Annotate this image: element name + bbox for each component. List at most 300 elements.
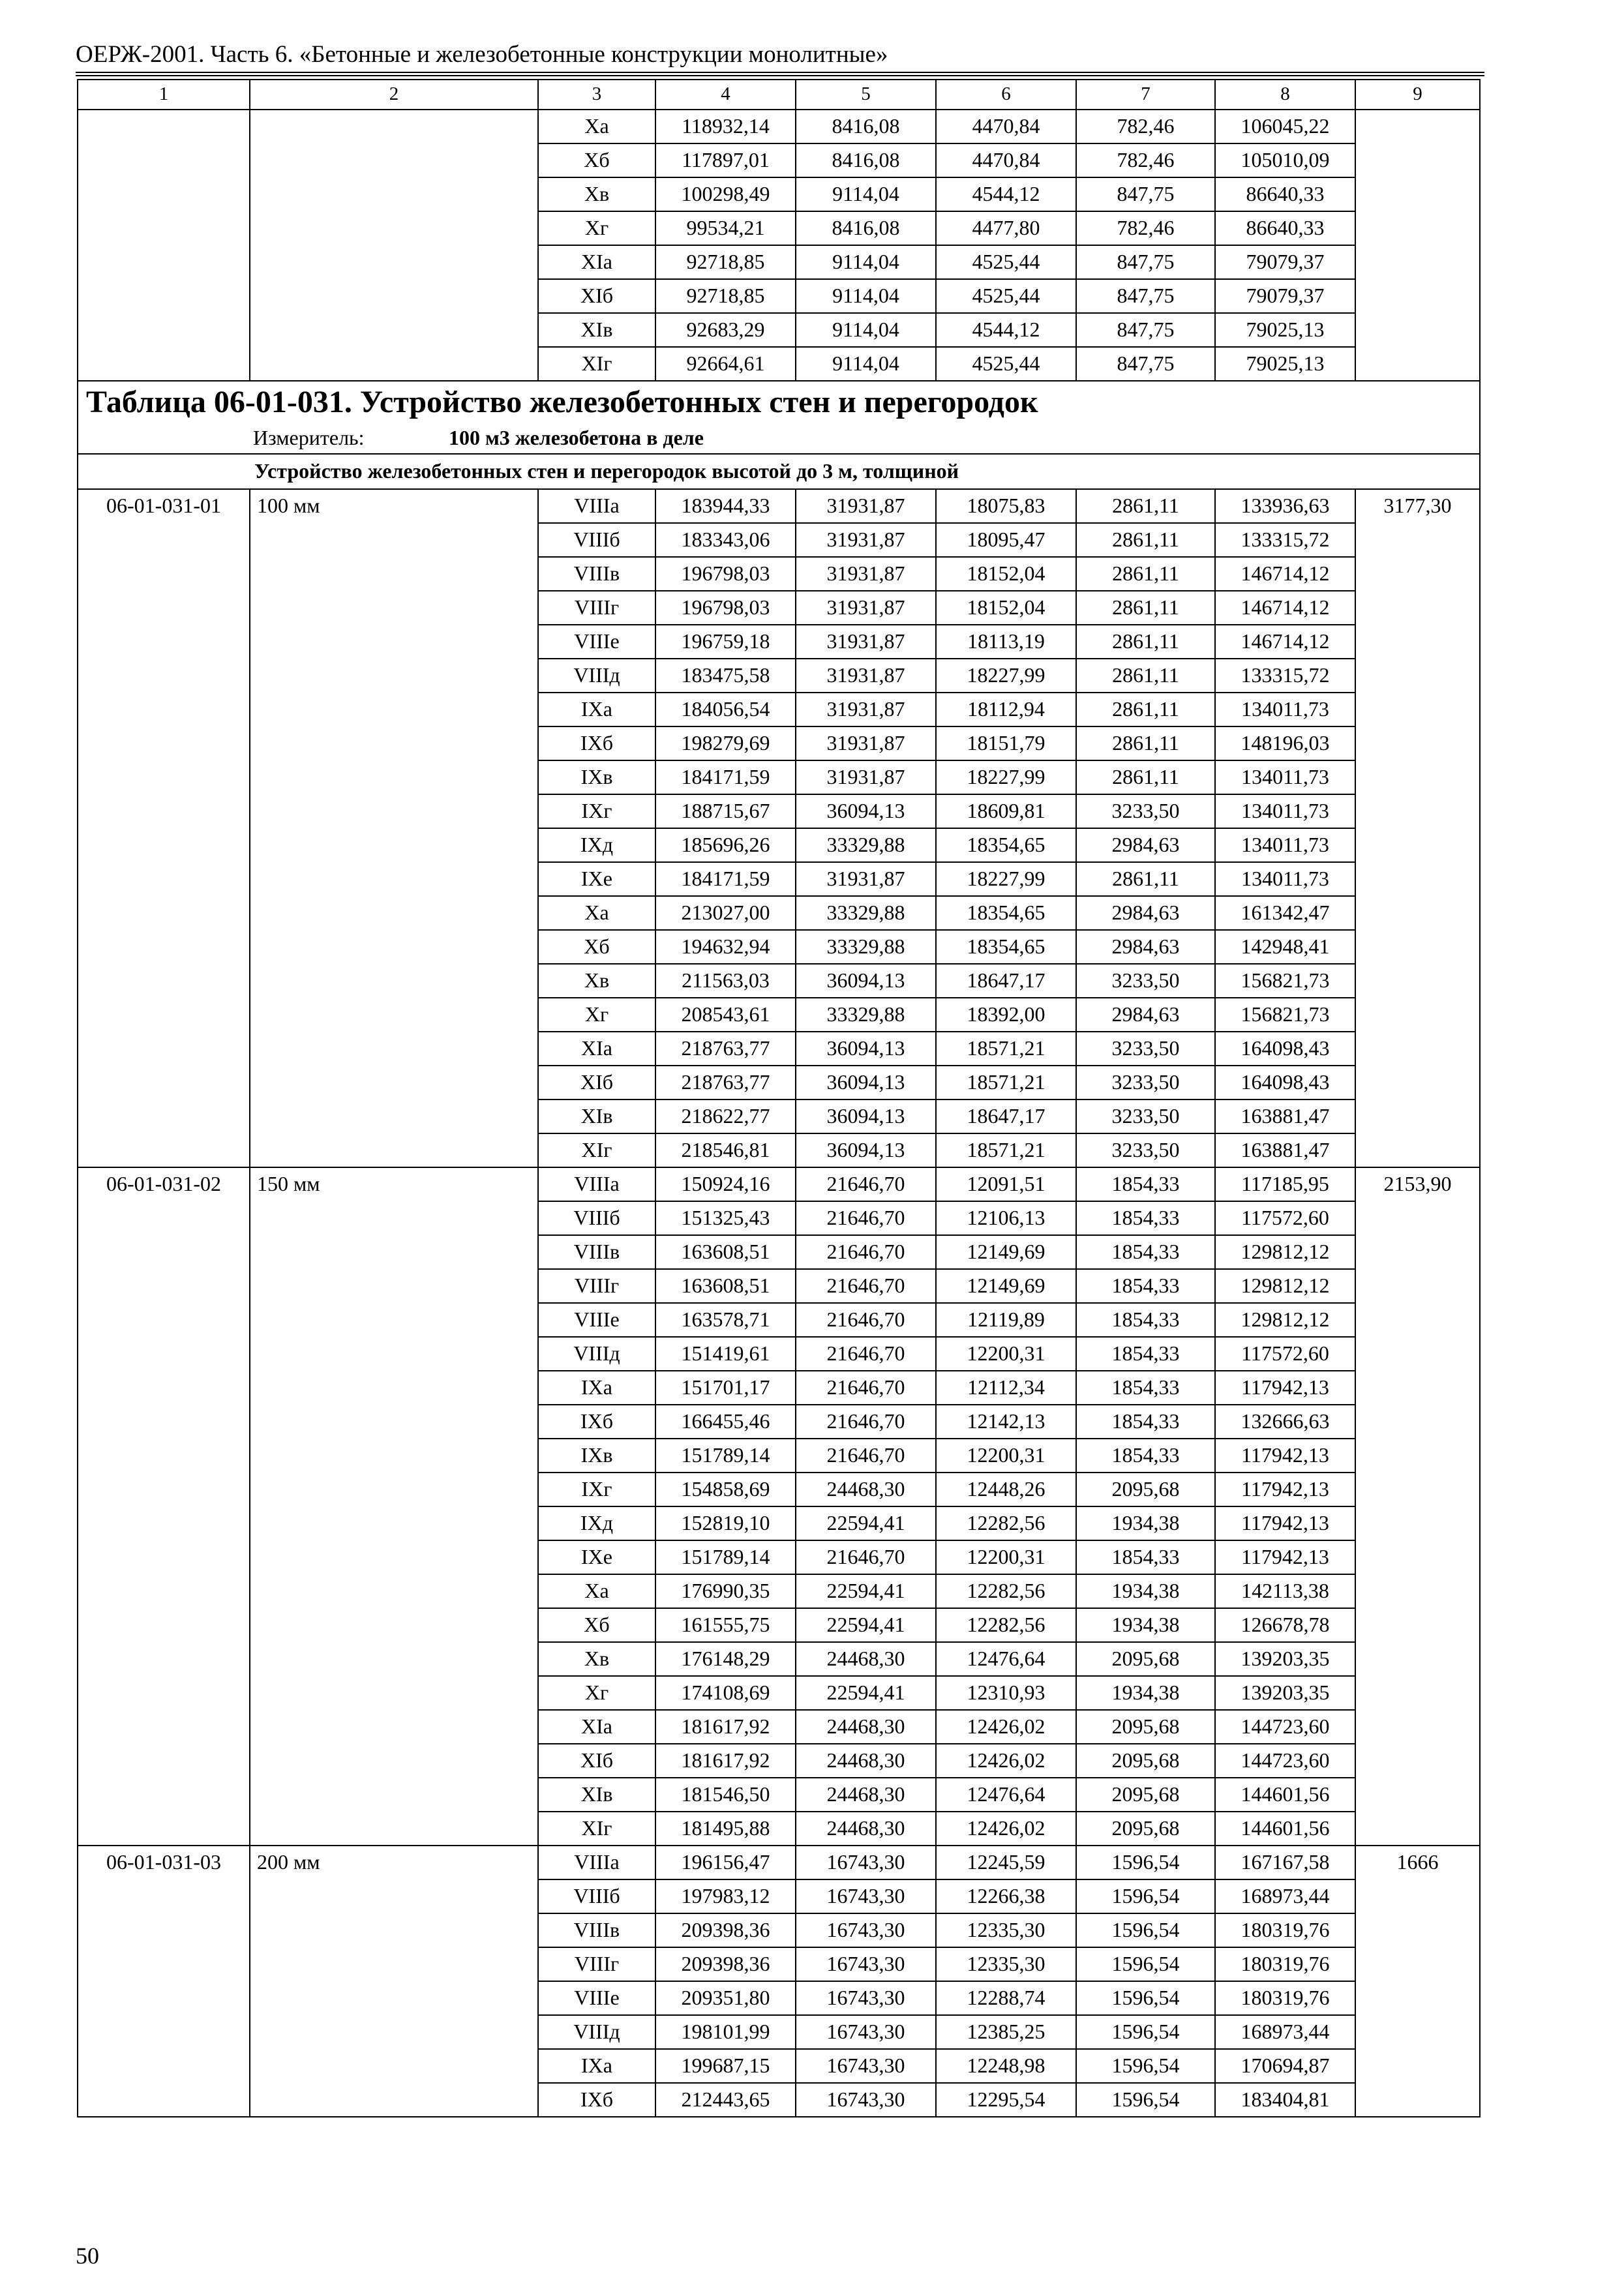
column-number-row <box>78 80 1480 110</box>
zone-cell: IХг <box>538 794 655 828</box>
value-cell: 18112,94 <box>936 693 1076 726</box>
value-cell: 180319,76 <box>1215 1913 1355 1947</box>
zone-cell: IХа <box>538 2049 655 2083</box>
value-cell: 129812,12 <box>1215 1235 1355 1269</box>
value-cell: 163881,47 <box>1215 1100 1355 1133</box>
value-cell: 18152,04 <box>936 591 1076 625</box>
value-cell: 2095,68 <box>1076 1744 1215 1778</box>
value-cell: 139203,35 <box>1215 1642 1355 1676</box>
value-cell: 3233,50 <box>1076 794 1215 828</box>
value-cell: 4525,44 <box>936 347 1076 381</box>
zone-cell: Хв <box>538 1642 655 1676</box>
value-cell: 218763,77 <box>655 1066 796 1100</box>
value-cell: 1854,33 <box>1076 1167 1215 1201</box>
column-number: 4 <box>655 80 796 110</box>
value-cell: 24468,30 <box>796 1744 936 1778</box>
table-title: Таблица 06-01-031. Устройство железобетонных стен и перегородок <box>78 381 1480 423</box>
value-cell: 21646,70 <box>796 1167 936 1201</box>
value-cell: 24468,30 <box>796 1812 936 1846</box>
unit-cell <box>78 423 1480 454</box>
rate-code: 06-01-031-02 <box>78 1167 250 1846</box>
value-cell: 79025,13 <box>1215 347 1355 381</box>
value-cell: 146714,12 <box>1215 625 1355 659</box>
value-cell: 79025,13 <box>1215 313 1355 347</box>
value-cell: 156821,73 <box>1215 964 1355 998</box>
value-cell: 168973,44 <box>1215 2015 1355 2049</box>
value-cell: 133315,72 <box>1215 659 1355 693</box>
value-cell: 1596,54 <box>1076 2015 1215 2049</box>
value-cell: 142113,38 <box>1215 1574 1355 1608</box>
value-cell: 12385,25 <box>936 2015 1076 2049</box>
value-cell: 18647,17 <box>936 964 1076 998</box>
value-cell: 12426,02 <box>936 1710 1076 1744</box>
value-cell: 161555,75 <box>655 1608 796 1642</box>
value-cell: 22594,41 <box>796 1506 936 1540</box>
value-cell: 133936,63 <box>1215 489 1355 523</box>
table-title-row <box>78 381 1480 423</box>
value-cell: 181546,50 <box>655 1778 796 1812</box>
value-cell: 208543,61 <box>655 998 796 1032</box>
value-cell: 148196,03 <box>1215 726 1355 760</box>
value-cell: 174108,69 <box>655 1676 796 1710</box>
value-cell: 212443,65 <box>655 2083 796 2117</box>
value-cell: 134011,73 <box>1215 693 1355 726</box>
value-cell: 152819,10 <box>655 1506 796 1540</box>
value-cell: 151789,14 <box>655 1439 796 1473</box>
value-cell: 2984,63 <box>1076 930 1215 964</box>
value-cell: 12200,31 <box>936 1337 1076 1371</box>
value-cell: 164098,43 <box>1215 1032 1355 1066</box>
value-cell: 18609,81 <box>936 794 1076 828</box>
value-cell: 99534,21 <box>655 211 796 245</box>
value-cell: 2095,68 <box>1076 1778 1215 1812</box>
zone-cell: Ха <box>538 110 655 143</box>
value-cell: 16743,30 <box>796 1846 936 1879</box>
value-cell: 24468,30 <box>796 1710 936 1744</box>
rates-table <box>77 79 1481 2117</box>
value-cell: 2095,68 <box>1076 1812 1215 1846</box>
value-cell: 31931,87 <box>796 591 936 625</box>
value-cell: 12282,56 <box>936 1506 1076 1540</box>
value-cell: 1854,33 <box>1076 1269 1215 1303</box>
rate-code: 06-01-031-01 <box>78 489 250 1167</box>
value-cell: 24468,30 <box>796 1778 936 1812</box>
value-cell: 106045,22 <box>1215 110 1355 143</box>
value-cell: 1596,54 <box>1076 1981 1215 2015</box>
value-cell: 2861,11 <box>1076 659 1215 693</box>
value-cell: 12266,38 <box>936 1879 1076 1913</box>
value-cell: 8416,08 <box>796 211 936 245</box>
value-cell: 12335,30 <box>936 1913 1076 1947</box>
value-cell: 4544,12 <box>936 177 1076 211</box>
value-cell: 4525,44 <box>936 245 1076 279</box>
value-cell: 12310,93 <box>936 1676 1076 1710</box>
value-cell: 1596,54 <box>1076 1846 1215 1879</box>
value-cell: 117942,13 <box>1215 1473 1355 1506</box>
value-cell: 134011,73 <box>1215 760 1355 794</box>
value-cell: 1934,38 <box>1076 1506 1215 1540</box>
value-cell: 36094,13 <box>796 1066 936 1100</box>
value-cell: 16743,30 <box>796 2015 936 2049</box>
value-cell: 12295,54 <box>936 2083 1076 2117</box>
value-cell: 31931,87 <box>796 489 936 523</box>
column-number: 5 <box>796 80 936 110</box>
value-cell: 139203,35 <box>1215 1676 1355 1710</box>
value-cell: 181617,92 <box>655 1710 796 1744</box>
value-cell: 36094,13 <box>796 1100 936 1133</box>
value-cell: 2984,63 <box>1076 828 1215 862</box>
value-cell: 117572,60 <box>1215 1201 1355 1235</box>
value-cell: 21646,70 <box>796 1303 936 1337</box>
value-cell: 144723,60 <box>1215 1744 1355 1778</box>
value-cell: 185696,26 <box>655 828 796 862</box>
value-cell: 198279,69 <box>655 726 796 760</box>
value-cell: 31931,87 <box>796 523 936 557</box>
value-cell: 117942,13 <box>1215 1506 1355 1540</box>
value-cell: 184056,54 <box>655 693 796 726</box>
value-cell: 12149,69 <box>936 1269 1076 1303</box>
value-cell: 129812,12 <box>1215 1269 1355 1303</box>
table-row <box>78 110 1480 143</box>
column-number: 8 <box>1215 80 1355 110</box>
value-cell: 209398,36 <box>655 1947 796 1981</box>
zone-cell: ХIг <box>538 1812 655 1846</box>
value-cell: 847,75 <box>1076 177 1215 211</box>
value-cell: 3233,50 <box>1076 1032 1215 1066</box>
value-cell: 16743,30 <box>796 1879 936 1913</box>
value-cell: 2861,11 <box>1076 625 1215 659</box>
zone-cell: ХIб <box>538 1744 655 1778</box>
value-cell: 18152,04 <box>936 557 1076 591</box>
zone-cell: VIIIе <box>538 625 655 659</box>
value-cell: 2984,63 <box>1076 998 1215 1032</box>
zone-cell: VIIIе <box>538 1303 655 1337</box>
value-cell: 21646,70 <box>796 1235 936 1269</box>
value-cell: 144601,56 <box>1215 1778 1355 1812</box>
value-cell: 211563,03 <box>655 964 796 998</box>
value-cell: 12426,02 <box>936 1812 1076 1846</box>
value-cell: 184171,59 <box>655 760 796 794</box>
value-cell: 213027,00 <box>655 896 796 930</box>
value-cell: 170694,87 <box>1215 2049 1355 2083</box>
value-cell: 2861,11 <box>1076 523 1215 557</box>
zone-cell: Хг <box>538 211 655 245</box>
value-cell: 2861,11 <box>1076 726 1215 760</box>
value-cell: 2861,11 <box>1076 489 1215 523</box>
value-cell: 196798,03 <box>655 591 796 625</box>
unit-label: Измеритель: <box>253 426 365 449</box>
value-cell: 12476,64 <box>936 1642 1076 1676</box>
value-cell: 92718,85 <box>655 245 796 279</box>
value-cell: 156821,73 <box>1215 998 1355 1032</box>
zone-cell: VIIIв <box>538 1913 655 1947</box>
value-cell: 12288,74 <box>936 1981 1076 2015</box>
value-cell: 129812,12 <box>1215 1303 1355 1337</box>
value-cell: 18354,65 <box>936 896 1076 930</box>
rate-code: 06-01-031-03 <box>78 1846 250 2117</box>
value-cell: 12200,31 <box>936 1439 1076 1473</box>
value-cell: 196156,47 <box>655 1846 796 1879</box>
value-cell: 16743,30 <box>796 2083 936 2117</box>
value-cell: 8416,08 <box>796 110 936 143</box>
value-cell: 1854,33 <box>1076 1540 1215 1574</box>
value-cell: 92664,61 <box>655 347 796 381</box>
value-cell: 180319,76 <box>1215 1947 1355 1981</box>
zone-cell: VIIIа <box>538 1167 655 1201</box>
value-cell: 12091,51 <box>936 1167 1076 1201</box>
value-cell: 2984,63 <box>1076 896 1215 930</box>
zone-cell: ХIв <box>538 313 655 347</box>
value-cell: 4544,12 <box>936 313 1076 347</box>
value-cell: 12106,13 <box>936 1201 1076 1235</box>
value-cell: 18571,21 <box>936 1066 1076 1100</box>
value-cell: 847,75 <box>1076 347 1215 381</box>
zone-cell: ХIг <box>538 347 655 381</box>
value-cell: 21646,70 <box>796 1439 936 1473</box>
value-cell: 16743,30 <box>796 1981 936 2015</box>
zone-cell: ХIб <box>538 279 655 313</box>
value-cell: 18113,19 <box>936 625 1076 659</box>
value-cell: 12282,56 <box>936 1574 1076 1608</box>
value-cell: 199687,15 <box>655 2049 796 2083</box>
value-cell: 12248,98 <box>936 2049 1076 2083</box>
value-cell: 154858,69 <box>655 1473 796 1506</box>
value-cell: 163578,71 <box>655 1303 796 1337</box>
value-cell: 181495,88 <box>655 1812 796 1846</box>
value-cell: 31931,87 <box>796 557 936 591</box>
value-cell: 4470,84 <box>936 110 1076 143</box>
value-cell: 218546,81 <box>655 1133 796 1167</box>
value-cell: 21646,70 <box>796 1405 936 1439</box>
zone-cell: VIIIд <box>538 2015 655 2049</box>
value-cell: 126678,78 <box>1215 1608 1355 1642</box>
zone-cell: Хб <box>538 143 655 177</box>
value-cell: 21646,70 <box>796 1201 936 1235</box>
value-cell: 209398,36 <box>655 1913 796 1947</box>
zone-cell: VIIIа <box>538 489 655 523</box>
value-cell: 24468,30 <box>796 1642 936 1676</box>
value-cell: 18227,99 <box>936 760 1076 794</box>
value-cell: 18354,65 <box>936 828 1076 862</box>
value-cell: 1596,54 <box>1076 2083 1215 2117</box>
value-cell: 79079,37 <box>1215 245 1355 279</box>
value-cell: 12142,13 <box>936 1405 1076 1439</box>
value-cell: 117897,01 <box>655 143 796 177</box>
unit-value: 100 м3 железобетона в деле <box>449 426 704 449</box>
value-cell: 133315,72 <box>1215 523 1355 557</box>
value-cell: 196798,03 <box>655 557 796 591</box>
value-cell: 134011,73 <box>1215 862 1355 896</box>
page-number: 50 <box>76 2243 99 2269</box>
value-cell: 782,46 <box>1076 143 1215 177</box>
labor-cost-value: 3177,30 <box>1355 489 1480 1167</box>
zone-cell: IХе <box>538 1540 655 1574</box>
zone-cell: VIIIг <box>538 591 655 625</box>
value-cell: 144723,60 <box>1215 1710 1355 1744</box>
value-cell: 183944,33 <box>655 489 796 523</box>
subheading: Устройство железобетонных стен и перегородок высотой до 3 м, толщиной <box>78 454 1480 489</box>
value-cell: 86640,33 <box>1215 177 1355 211</box>
zone-cell: Ха <box>538 896 655 930</box>
value-cell: 1596,54 <box>1076 1879 1215 1913</box>
value-cell: 3233,50 <box>1076 1066 1215 1100</box>
value-cell: 132666,63 <box>1215 1405 1355 1439</box>
value-cell: 1854,33 <box>1076 1439 1215 1473</box>
value-cell: 18392,00 <box>936 998 1076 1032</box>
value-cell: 196759,18 <box>655 625 796 659</box>
zone-cell: ХIг <box>538 1133 655 1167</box>
table-row <box>78 1167 1480 1201</box>
value-cell: 21646,70 <box>796 1371 936 1405</box>
value-cell: 161342,47 <box>1215 896 1355 930</box>
value-cell: 33329,88 <box>796 998 936 1032</box>
zone-cell: IХб <box>538 726 655 760</box>
zone-cell: ХIа <box>538 1710 655 1744</box>
value-cell: 31931,87 <box>796 862 936 896</box>
zone-cell: IХг <box>538 1473 655 1506</box>
rate-name: 200 мм <box>250 1846 538 2117</box>
unit-row <box>78 423 1480 454</box>
zone-cell: VIIIв <box>538 557 655 591</box>
value-cell: 1854,33 <box>1076 1235 1215 1269</box>
value-cell: 183475,58 <box>655 659 796 693</box>
value-cell: 22594,41 <box>796 1608 936 1642</box>
rate-name: 150 мм <box>250 1167 538 1846</box>
column-number: 1 <box>78 80 250 110</box>
value-cell: 847,75 <box>1076 313 1215 347</box>
zone-cell: Хг <box>538 998 655 1032</box>
value-cell: 18075,83 <box>936 489 1076 523</box>
value-cell: 117942,13 <box>1215 1371 1355 1405</box>
labor-cost-value: 2153,90 <box>1355 1167 1480 1846</box>
value-cell: 12245,59 <box>936 1846 1076 1879</box>
header-double-rule <box>76 72 1484 76</box>
value-cell: 18151,79 <box>936 726 1076 760</box>
value-cell: 18571,21 <box>936 1032 1076 1066</box>
value-cell: 176990,35 <box>655 1574 796 1608</box>
value-cell: 142948,41 <box>1215 930 1355 964</box>
value-cell: 151419,61 <box>655 1337 796 1371</box>
zone-cell: VIIIе <box>538 1981 655 2015</box>
value-cell: 164098,43 <box>1215 1066 1355 1100</box>
zone-cell: IХа <box>538 1371 655 1405</box>
zone-cell: VIIIб <box>538 1879 655 1913</box>
value-cell: 209351,80 <box>655 1981 796 2015</box>
value-cell: 92683,29 <box>655 313 796 347</box>
value-cell: 1854,33 <box>1076 1371 1215 1405</box>
value-cell: 180319,76 <box>1215 1981 1355 2015</box>
value-cell: 21646,70 <box>796 1337 936 1371</box>
carry-code-cell <box>78 110 250 381</box>
value-cell: 24468,30 <box>796 1473 936 1506</box>
value-cell: 181617,92 <box>655 1744 796 1778</box>
value-cell: 9114,04 <box>796 177 936 211</box>
zone-cell: VIIIг <box>538 1947 655 1981</box>
value-cell: 21646,70 <box>796 1540 936 1574</box>
zone-cell: VIIIд <box>538 659 655 693</box>
value-cell: 197983,12 <box>655 1879 796 1913</box>
value-cell: 146714,12 <box>1215 557 1355 591</box>
value-cell: 12448,26 <box>936 1473 1076 1506</box>
value-cell: 2861,11 <box>1076 693 1215 726</box>
zone-cell: ХIв <box>538 1778 655 1812</box>
value-cell: 151789,14 <box>655 1540 796 1574</box>
rate-name: 100 мм <box>250 489 538 1167</box>
value-cell: 12426,02 <box>936 1744 1076 1778</box>
column-number: 2 <box>250 80 538 110</box>
table-row <box>78 1846 1480 1879</box>
value-cell: 36094,13 <box>796 964 936 998</box>
value-cell: 163608,51 <box>655 1269 796 1303</box>
zone-cell: VIIIг <box>538 1269 655 1303</box>
zone-cell: VIIIа <box>538 1846 655 1879</box>
zone-cell: IХв <box>538 1439 655 1473</box>
value-cell: 31931,87 <box>796 760 936 794</box>
value-cell: 12476,64 <box>936 1778 1076 1812</box>
value-cell: 782,46 <box>1076 211 1215 245</box>
value-cell: 218622,77 <box>655 1100 796 1133</box>
value-cell: 22594,41 <box>796 1676 936 1710</box>
value-cell: 12282,56 <box>936 1608 1076 1642</box>
value-cell: 2095,68 <box>1076 1642 1215 1676</box>
value-cell: 4525,44 <box>936 279 1076 313</box>
zone-cell: VIIIв <box>538 1235 655 1269</box>
value-cell: 2095,68 <box>1076 1473 1215 1506</box>
zone-cell: ХIв <box>538 1100 655 1133</box>
value-cell: 151701,17 <box>655 1371 796 1405</box>
running-header: ОЕРЖ-2001. Часть 6. «Бетонные и железобетонные конструкции монолитные» <box>76 41 888 68</box>
column-number: 7 <box>1076 80 1215 110</box>
zone-cell: IХв <box>538 760 655 794</box>
value-cell: 188715,67 <box>655 794 796 828</box>
value-cell: 1934,38 <box>1076 1676 1215 1710</box>
value-cell: 150924,16 <box>655 1167 796 1201</box>
value-cell: 16743,30 <box>796 1947 936 1981</box>
value-cell: 1854,33 <box>1076 1303 1215 1337</box>
value-cell: 9114,04 <box>796 347 936 381</box>
value-cell: 33329,88 <box>796 930 936 964</box>
value-cell: 134011,73 <box>1215 828 1355 862</box>
value-cell: 3233,50 <box>1076 1100 1215 1133</box>
value-cell: 168973,44 <box>1215 1879 1355 1913</box>
value-cell: 31931,87 <box>796 693 936 726</box>
value-cell: 18095,47 <box>936 523 1076 557</box>
value-cell: 2861,11 <box>1076 591 1215 625</box>
value-cell: 36094,13 <box>796 1032 936 1066</box>
column-number: 3 <box>538 80 655 110</box>
value-cell: 12112,34 <box>936 1371 1076 1405</box>
value-cell: 33329,88 <box>796 828 936 862</box>
zone-cell: IХе <box>538 862 655 896</box>
value-cell: 198101,99 <box>655 2015 796 2049</box>
value-cell: 1934,38 <box>1076 1608 1215 1642</box>
value-cell: 18647,17 <box>936 1100 1076 1133</box>
carry-col9-cell <box>1355 110 1480 381</box>
zone-cell: VIIIд <box>538 1337 655 1371</box>
value-cell: 4470,84 <box>936 143 1076 177</box>
value-cell: 18571,21 <box>936 1133 1076 1167</box>
value-cell: 31931,87 <box>796 726 936 760</box>
value-cell: 1596,54 <box>1076 2049 1215 2083</box>
value-cell: 12200,31 <box>936 1540 1076 1574</box>
value-cell: 16743,30 <box>796 1913 936 1947</box>
value-cell: 117942,13 <box>1215 1540 1355 1574</box>
value-cell: 183343,06 <box>655 523 796 557</box>
value-cell: 1854,33 <box>1076 1405 1215 1439</box>
value-cell: 9114,04 <box>796 279 936 313</box>
value-cell: 18354,65 <box>936 930 1076 964</box>
value-cell: 8416,08 <box>796 143 936 177</box>
